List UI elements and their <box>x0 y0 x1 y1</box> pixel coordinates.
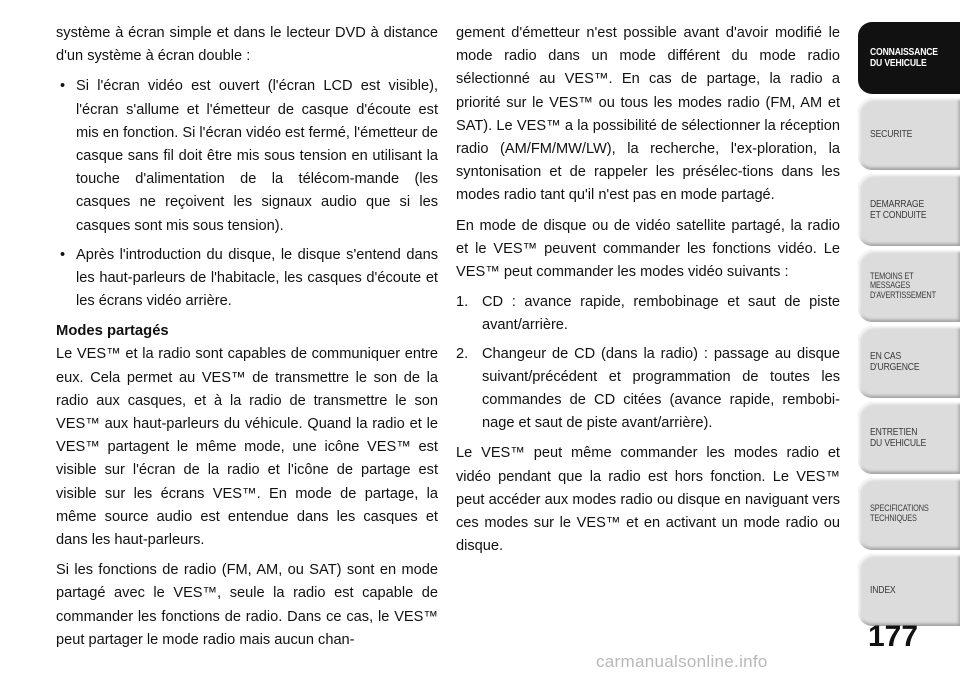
section-heading-modes-partages: Modes partagés <box>56 323 169 340</box>
item-number: 2. <box>456 345 469 362</box>
watermark-text: carmanualsonline.info <box>596 652 768 671</box>
tab-label: CONNAISSANCE DU VEHICULE <box>870 46 938 69</box>
left-paragraph-1: Le VES™ et la radio sont capables de communiquer entre eux. Cela permet au VES™ de transmettre le son de la radio aux casques, et à la radio de transmettre le son VES™ aux haut-parleurs du véhicule. Quand la radio et le VES™ partagent le même mode, une icône VES™ est visible sur l'écran de la radio et l'icône de partage est visible sur les écrans VES™. En mode de partage, la même source audio est entendue dans les casques et dans les haut-parleurs. <box>56 346 438 549</box>
chapter-tab-sidebar <box>858 22 960 630</box>
tab-label: SECURITE <box>870 127 913 140</box>
item-text: CD : avance rapide, rembobinage et saut de piste avant/arrière. <box>482 294 840 334</box>
tab-label: INDEX <box>870 583 896 596</box>
tab-label: TEMOINS ET MESSAGES D'AVERTISSEMENT <box>870 270 936 300</box>
page-number: 177 <box>868 620 919 653</box>
left-column <box>56 22 438 652</box>
right-paragraph-3: Le VES™ peut même commander les modes radio et vidéo pendant que la radio est hors fonction. Le VES™ peut accéder aux modes radio ou disque en naviguant vers ces modes sur le VES™ et en activant un mode radio ou disque. <box>456 445 840 555</box>
tab-demarrage-et-conduite[interactable] <box>858 174 960 246</box>
tab-connaissance-du-vehicule[interactable] <box>858 22 960 94</box>
tab-temoins-et-messages[interactable] <box>858 250 960 322</box>
right-paragraph-2: En mode de disque ou de vidéo satellite partagé, la radio et le VES™ peuvent commander les fonctions vidéo. Le VES™ peut commander les modes vidéo suivants : <box>456 217 840 281</box>
tab-securite[interactable] <box>858 98 960 170</box>
right-column <box>456 22 840 558</box>
tab-en-cas-d-urgence[interactable] <box>858 326 960 398</box>
tab-label: SPECIFICATIONS TECHNIQUES <box>870 503 929 523</box>
bullet-list <box>56 75 438 313</box>
numbered-list <box>456 291 840 435</box>
numbered-item-2 <box>456 343 840 436</box>
tab-entretien-du-vehicule[interactable] <box>858 402 960 474</box>
tab-label: DEMARRAGE ET CONDUITE <box>870 198 927 221</box>
tab-specifications-techniques[interactable] <box>858 478 960 550</box>
left-intro-paragraph: système à écran simple et dans le lecteur DVD à distance d'un système à écran double : <box>56 25 438 65</box>
item-number: 1. <box>456 294 469 311</box>
tab-label: ENTRETIEN DU VEHICULE <box>870 426 927 449</box>
bullet-item-2: • Après l'introduction du disque, le disque s'entend dans les haut-parleurs de l'habitacle, les casques d'écoute et les écrans vidéo arrière. <box>56 244 438 314</box>
left-paragraph-2: Si les fonctions de radio (FM, AM, ou SAT) sont en mode partagé avec le VES™, seule la radio est capable de commander les fonctions de radio. Dans ce cas, le VES™ peut partager le mode radio mais aucun chan- <box>56 562 438 648</box>
tab-label: EN CAS D'URGENCE <box>870 350 920 373</box>
numbered-item-1 <box>456 291 840 337</box>
tab-index[interactable] <box>858 554 960 626</box>
right-paragraph-1: gement d'émetteur n'est possible avant d'avoir modifié le mode radio dans un mode différent du mode radio sélectionné au VES™. En cas de partage, la radio a priorité sur le VES™ ou tous les modes radio (FM, AM et SAT). Le VES™ a la possibilité de sélectionner la réception radio (AM/FM/MW/LW), la recherche, l'ex-ploration, la syntonisation et de rappeler les présélec-tions dans les modes radio tant qu'il n'est pas en mode partagé. <box>456 25 840 204</box>
item-text: Changeur de CD (dans la radio) : passage au disque suivant/précédent et programmation de toutes les commandes de CD citées (avance rapide, rembobi-nage et saut de piste avant/arrière). <box>482 345 840 432</box>
bullet-item-1: • Si l'écran vidéo est ouvert (l'écran LCD est visible), l'écran s'allume et l'émetteur de casque d'écoute est mis en fonction. Si l'écran vidéo est fermé, l'émetteur de casque sans fil doit être mis sous tension en utilisant la touche d'alimentation de la télécom-mande (les casques ne reçoivent les signaux audio que si les casques sont mis sous tension). <box>56 75 438 237</box>
